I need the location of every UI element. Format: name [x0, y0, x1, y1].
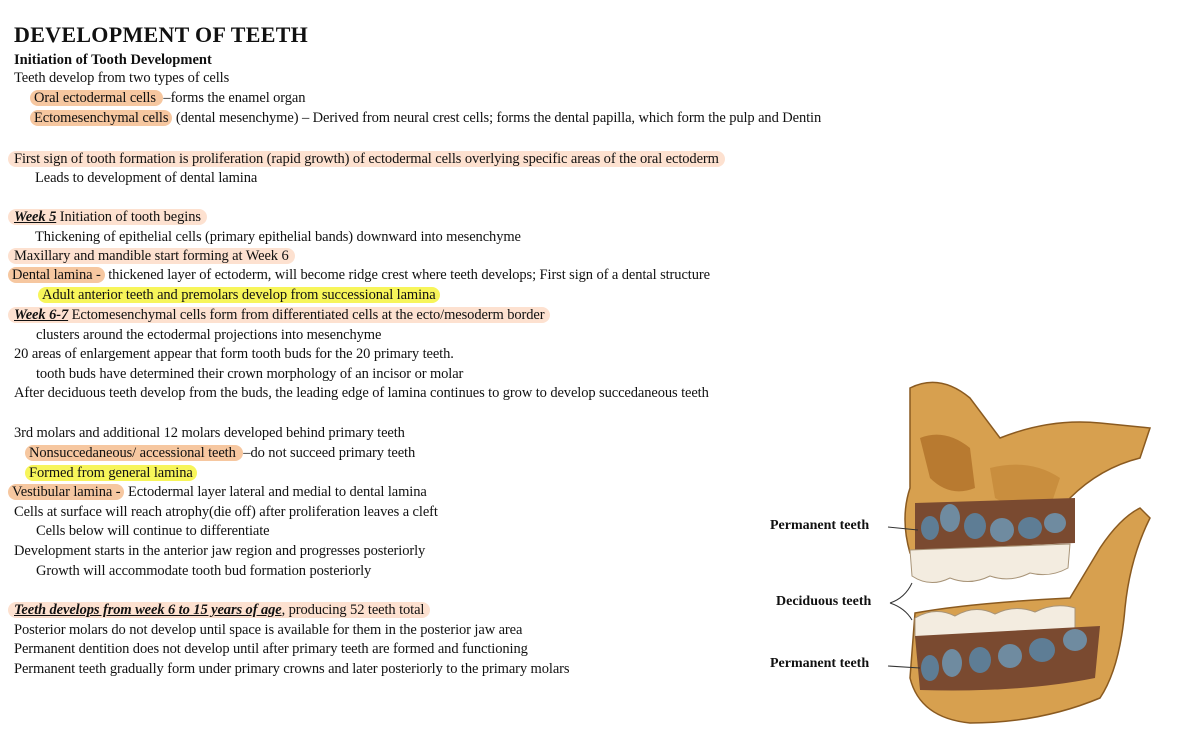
text-line: Growth will accommodate tooth bud formation posteriorly [36, 563, 372, 579]
text-line: Maxillary and mandible start forming at Week 6 [8, 247, 295, 266]
section-subtitle: Initiation of Tooth Development [14, 52, 212, 68]
text-line: Vestibular lamina - Ectodermal layer lateral and medial to dental lamina [8, 483, 427, 502]
text-line: Thickening of epithelial cells (primary epithelial bands) downward into mesenchyme [35, 229, 521, 245]
label-deciduous-teeth: Deciduous teeth [776, 594, 872, 609]
text-line: Leads to development of dental lamina [35, 170, 258, 186]
text-line: Permanent teeth gradually form under primary crowns and later posteriorly to the primary molars [14, 661, 570, 677]
text-line: Permanent dentition does not develop until after primary teeth are formed and functioning [14, 641, 528, 657]
text-line: Posterior molars do not develop until space is available for them in the posterior jaw area [14, 622, 523, 638]
label-permanent-teeth-upper: Permanent teeth [770, 518, 870, 533]
text-line: Oral ectodermal cells –forms the enamel organ [30, 89, 305, 108]
text-line: First sign of tooth formation is proliferation (rapid growth) of ectodermal cells overlying specific areas of the oral ectoderm [8, 150, 725, 169]
text-line: tooth buds have determined their crown morphology of an incisor or molar [36, 366, 464, 382]
text-line: Cells at surface will reach atrophy(die off) after proliferation leaves a cleft [14, 504, 438, 520]
label-permanent-teeth-lower: Permanent teeth [770, 656, 870, 671]
page-title: DEVELOPMENT OF TEETH [14, 22, 309, 47]
text-line: Formed from general lamina [25, 464, 197, 483]
text-line: Cells below will continue to differentiate [36, 523, 270, 539]
text-line: 3rd molars and additional 12 molars developed behind primary teeth [14, 425, 405, 441]
text-line: 20 areas of enlargement appear that form tooth buds for the 20 primary teeth. [14, 346, 454, 362]
text-line: Teeth develops from week 6 to 15 years of age, producing 52 teeth total [8, 601, 430, 620]
text-line: Teeth develop from two types of cells [14, 70, 230, 86]
text-line: Dental lamina - thickened layer of ectoderm, will become ridge crest where teeth develops; First sign of a dental structure [8, 266, 710, 285]
text-line: Week 6-7 Ectomesenchymal cells form from differentiated cells at the ecto/mesoderm border [8, 306, 550, 325]
skull-jaw-drawing [770, 378, 1190, 728]
text-line: Week 5 Initiation of tooth begins [8, 208, 207, 227]
text-line: Nonsuccedaneous/ accessional teeth –do not succeed primary teeth [25, 444, 415, 463]
text-line: clusters around the ectodermal projections into mesenchyme [36, 327, 382, 343]
text-line: After deciduous teeth develop from the buds, the leading edge of lamina continues to grow to develop succedaneous teeth [14, 385, 709, 401]
text-line: Adult anterior teeth and premolars develop from successional lamina [38, 286, 440, 305]
jaw-illustration [770, 378, 1190, 728]
text-line: Ectomesenchymal cells (dental mesenchyme) – Derived from neural crest cells; forms the dental papilla, which form the pulp and Dentin [30, 109, 821, 128]
text-line: Development starts in the anterior jaw region and progresses posteriorly [14, 543, 426, 559]
